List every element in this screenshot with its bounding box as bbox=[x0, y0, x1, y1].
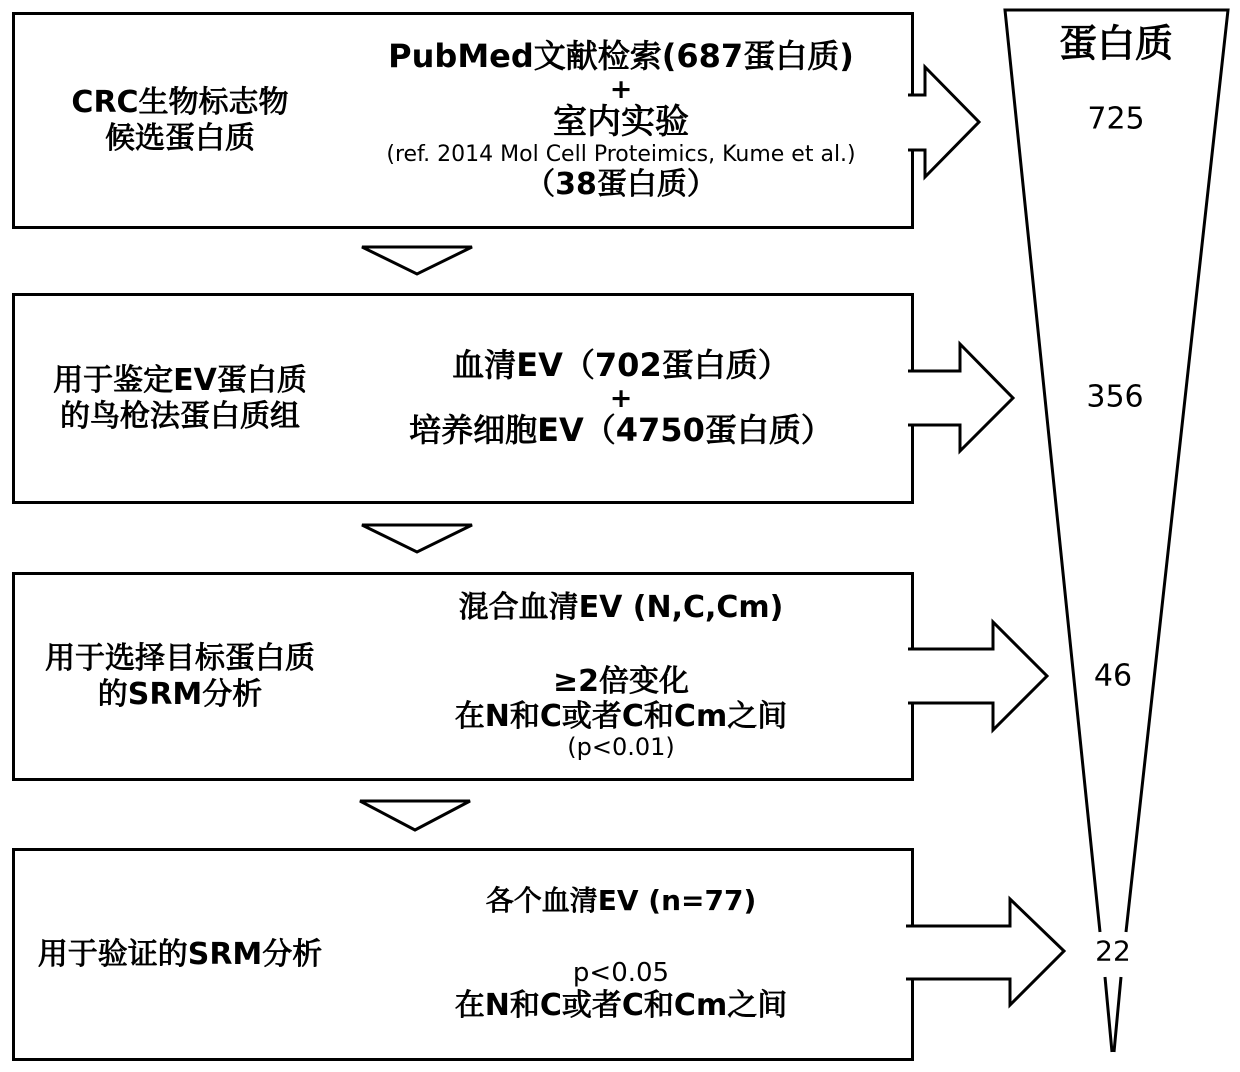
step3-content bbox=[345, 575, 911, 778]
step2-label bbox=[15, 296, 345, 501]
right-arrow-icon-3 bbox=[908, 622, 1047, 730]
step3-label bbox=[15, 575, 345, 778]
step2-content bbox=[345, 296, 911, 501]
step-box-srm-validation bbox=[12, 848, 914, 1061]
funnel-shape bbox=[1005, 10, 1228, 932]
step1-reference: (ref. 2014 Mol Cell Proteimics, Kume et al.) bbox=[386, 141, 856, 167]
step1-label-line2: 候选蛋白质 bbox=[105, 120, 255, 156]
step2-plus-sign: + bbox=[609, 383, 633, 414]
step4-label-line1: 用于验证的SRM分析 bbox=[37, 936, 323, 972]
step2-content-line2: 培养细胞EV（4750蛋白质） bbox=[409, 411, 833, 449]
step1-label bbox=[15, 15, 345, 226]
step4-content-line1: 各个血清EV (n=77) bbox=[485, 884, 757, 918]
step4-label bbox=[15, 851, 345, 1058]
step1-content-line3: （38蛋白质） bbox=[525, 167, 717, 203]
funnel-count-356: 356 bbox=[1086, 379, 1144, 415]
step2-label-line1: 用于鉴定EV蛋白质 bbox=[53, 362, 307, 398]
step1-content bbox=[345, 15, 911, 226]
step1-plus-sign: + bbox=[609, 73, 633, 105]
step-box-shotgun-proteomics bbox=[12, 293, 914, 504]
right-arrow-icon-4 bbox=[906, 899, 1064, 1005]
step4-content-line2: 在N和C或者C和Cm之间 bbox=[454, 988, 788, 1024]
down-triangle-icon-1 bbox=[362, 247, 472, 274]
step4-pvalue: p<0.05 bbox=[572, 958, 670, 989]
funnel-count-22: 22 bbox=[1095, 934, 1131, 968]
step3-pvalue: (p<0.01) bbox=[567, 733, 675, 762]
funnel-title: 蛋白质 bbox=[1058, 21, 1174, 66]
funnel-count-725: 725 bbox=[1087, 101, 1145, 137]
right-arrow-icon-2 bbox=[908, 344, 1013, 451]
step-box-srm-target-selection bbox=[12, 572, 914, 781]
step1-content-line1: PubMed文献检索(687蛋白质) bbox=[388, 37, 854, 76]
step3-content-line1: 混合血清EV (N,C,Cm) bbox=[458, 589, 784, 625]
right-arrow-icon-1 bbox=[908, 67, 979, 177]
step4-content bbox=[345, 851, 911, 1058]
step3-label-line2: 的SRM分析 bbox=[97, 676, 263, 712]
down-triangle-icon-2 bbox=[362, 525, 472, 552]
step3-label-line1: 用于选择目标蛋白质 bbox=[45, 640, 315, 676]
step3-content-line3: 在N和C或者C和Cm之间 bbox=[454, 698, 788, 734]
step-box-candidate-proteins bbox=[12, 12, 914, 229]
step2-label-line2: 的鸟枪法蛋白质组 bbox=[60, 398, 300, 434]
step3-content-line2: ≥2倍变化 bbox=[552, 664, 689, 700]
step1-label-line1: CRC生物标志物 bbox=[71, 84, 289, 120]
step2-content-line1: 血清EV（702蛋白质） bbox=[452, 346, 790, 385]
funnel-tip-left-line bbox=[1105, 977, 1112, 1052]
funnel-tip-right-line bbox=[1114, 977, 1121, 1052]
funnel-count-46: 46 bbox=[1093, 658, 1133, 694]
down-triangle-icon-3 bbox=[360, 801, 470, 830]
step1-content-line2: 室内实验 bbox=[553, 101, 689, 142]
